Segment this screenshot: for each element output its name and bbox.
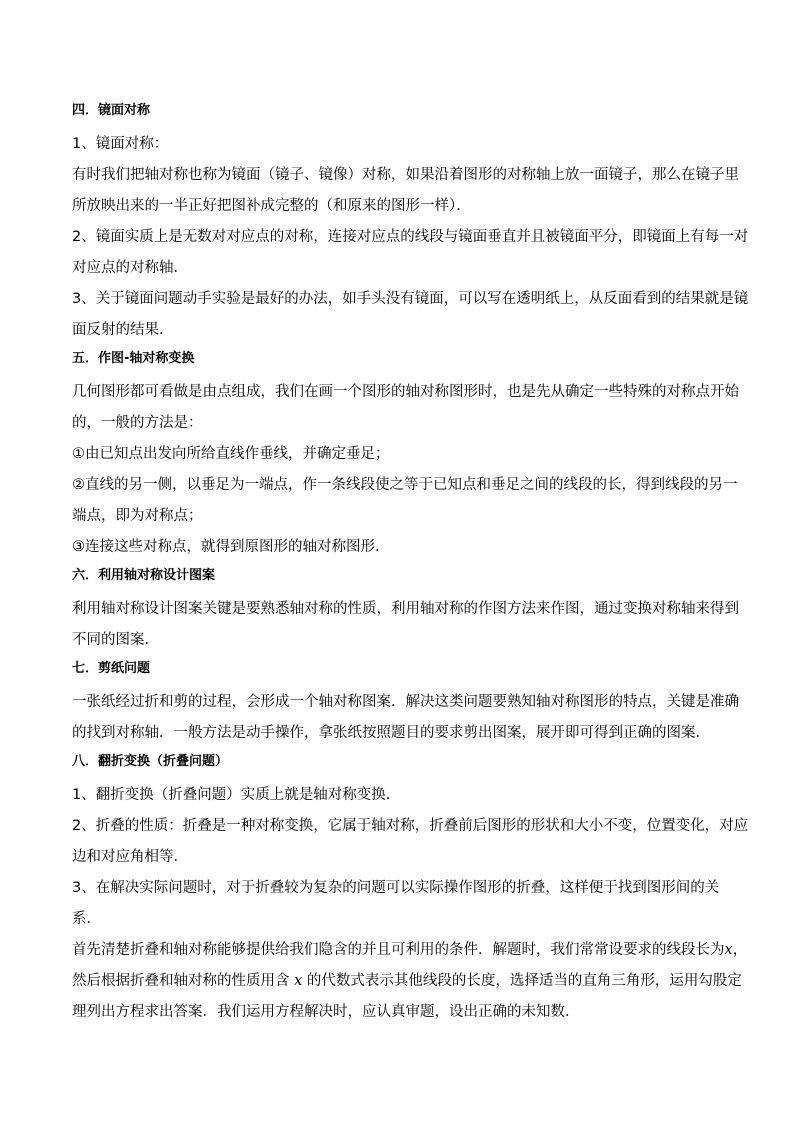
section-8-solving-method: 首先清楚折叠和轴对称能够提供给我们隐含的并且可利用的条件．解题时，我们常常设要求的线段长为x， 然后根据折叠和轴对称的性质用含 x 的代数式表示其他线段的长度，选择适当的直角三角形，运用勾股定 理列出方程求出答案．我们运用方程解决时，应认真审题，设出正确的未知数．: [72, 942, 748, 1020]
section-8-heading: 八．翻折变换（折叠问题）: [72, 754, 229, 769]
variable-x: x: [294, 973, 303, 989]
section-5-intro: 几何图形都可看做是由点组成，我们在画一个图形的轴对称图形时，也是先从确定一些特殊的对称点开始 的，一般的方法是：: [72, 384, 739, 431]
document-page: [72, 98, 749, 1028]
variable-x: x: [724, 942, 733, 958]
section-5-step-3: ③连接这些对称点，就得到原图形的轴对称图形．: [72, 539, 390, 555]
section-5-heading: 五．作图-轴对称变换: [72, 351, 195, 366]
section-4-item-1-label: 1、镜面对称：: [72, 136, 169, 152]
section-5-step-1: ①由已知点出发向所给直线作垂线，并确定垂足；: [72, 446, 390, 462]
section-4-mirror-definition: 有时我们把轴对称也称为镜面（镜子、镜像）对称，如果沿着图形的对称轴上放一面镜子，那么在镜子里 所放映出来的一半正好把图补成完整的（和原来的图形一样）．: [72, 167, 739, 214]
section-4-heading: 四．镜面对称: [72, 103, 151, 118]
section-7-body: 一张纸经过折和剪的过程，会形成一个轴对称图案．解决这类问题要熟知轴对称图形的特点，关键是准确 的找到对称轴．一般方法是动手操作，拿张纸按照题目的要求剪出图案，展开即可得到正确的图案．: [72, 694, 739, 741]
section-8-item-2: 2、折叠的性质：折叠是一种对称变换，它属于轴对称，折叠前后图形的形状和大小不变，位置变化，对应 边和对应角相等．: [72, 818, 749, 865]
section-5-step-2: ②直线的另一侧，以垂足为一端点，作一条线段使之等于已知点和垂足之间的线段的长，得到线段的另一 端点，即为对称点；: [72, 477, 738, 524]
section-8-item-3: 3、在解决实际问题时，对于折叠较为复杂的问题可以实际操作图形的折叠，这样便于找到图形间的关 系．: [72, 880, 720, 927]
section-7-heading: 七．剪纸问题: [72, 661, 151, 676]
section-6-heading: 六．利用轴对称设计图案: [72, 568, 216, 583]
section-8-item-1: 1、翻折变换（折叠问题）实质上就是轴对称变换．: [72, 787, 401, 803]
section-4-item-2: 2、镜面实质上是无数对对应点的对称，连接对应点的线段与镜面垂直并且被镜面平分，即镜面上有每一对 对应点的对称轴．: [72, 229, 749, 276]
section-6-body: 利用轴对称设计图案关键是要熟悉轴对称的性质，利用轴对称的作图方法来作图，通过变换对称轴来得到 不同的图案．: [72, 601, 739, 648]
section-4-item-3: 3、关于镜面问题动手实验是最好的办法，如手头没有镜面，可以写在透明纸上，从反面看到的结果就是镜 面反射的结果．: [72, 291, 749, 338]
